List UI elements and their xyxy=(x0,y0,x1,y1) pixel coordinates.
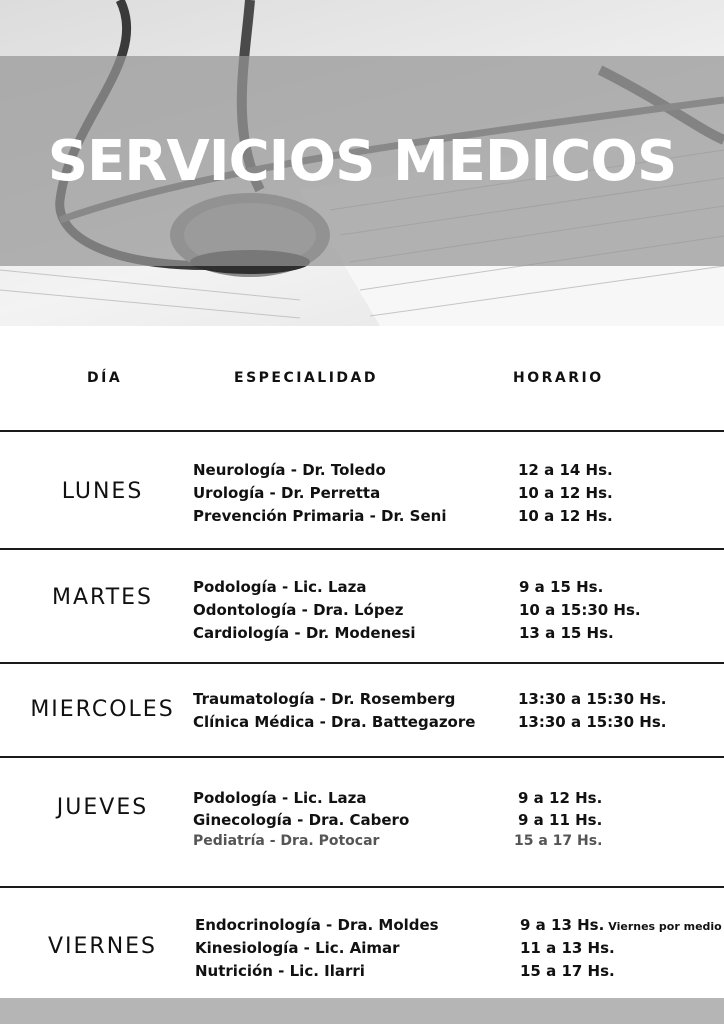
specialty-text: Podología - Lic. Laza xyxy=(193,789,367,807)
day-label-martes: MARTES xyxy=(51,585,154,610)
schedule-row xyxy=(193,461,713,484)
divider xyxy=(0,886,724,888)
hours-text: 13 a 15 Hs. xyxy=(519,624,614,642)
day-label-viernes: VIERNES xyxy=(47,934,158,959)
schedule-row xyxy=(193,507,713,530)
hours-text xyxy=(520,916,722,934)
specialty-text: Urología - Dr. Perretta xyxy=(193,484,381,502)
divider xyxy=(0,662,724,664)
schedule-row xyxy=(193,624,713,647)
specialty-text: Traumatología - Dr. Rosemberg xyxy=(193,690,456,708)
schedule-row xyxy=(193,578,713,601)
schedule-row xyxy=(193,811,713,834)
specialty-text: Cardiología - Dr. Modenesi xyxy=(193,624,416,642)
day-label-miercoles: MIERCOLES xyxy=(30,697,175,722)
hours-text: 9 a 11 Hs. xyxy=(518,811,603,829)
specialty-text: Podología - Lic. Laza xyxy=(193,578,367,596)
day-label-jueves: JUEVES xyxy=(56,795,149,820)
hours-text: 11 a 13 Hs. xyxy=(520,939,615,957)
divider xyxy=(0,430,724,432)
specialty-text: Odontología - Dra. López xyxy=(193,601,404,619)
footer-bar xyxy=(0,998,724,1024)
hours-text: 13:30 a 15:30 Hs. xyxy=(518,713,667,731)
hours-text: 9 a 12 Hs. xyxy=(518,789,603,807)
hours-text: 12 a 14 Hs. xyxy=(518,461,613,479)
hours-text: 13:30 a 15:30 Hs. xyxy=(518,690,667,708)
specialty-text: Nutrición - Lic. Ilarri xyxy=(195,962,365,980)
divider xyxy=(0,548,724,550)
header-schedule: HORARIO xyxy=(513,370,604,386)
specialty-text: Ginecología - Dra. Cabero xyxy=(193,811,410,829)
hours-text: 10 a 12 Hs. xyxy=(518,484,613,502)
specialty-text: Kinesiología - Lic. Aimar xyxy=(195,939,400,957)
divider xyxy=(0,756,724,758)
hours-value: 9 a 13 Hs. xyxy=(520,916,605,934)
hours-text: 15 a 17 Hs. xyxy=(520,962,615,980)
schedule-row xyxy=(195,916,722,939)
hours-text: 10 a 12 Hs. xyxy=(518,507,613,525)
schedule-row xyxy=(193,713,713,736)
specialty-text: Endocrinología - Dra. Moldes xyxy=(195,916,439,934)
schedule-row xyxy=(195,939,715,962)
hours-text: 15 a 17 Hs. xyxy=(514,833,603,849)
schedule-row xyxy=(193,484,713,507)
schedule-row xyxy=(193,601,713,624)
schedule-note: Viernes por medio xyxy=(608,920,722,933)
hours-text: 9 a 15 Hs. xyxy=(519,578,604,596)
header-photo xyxy=(0,0,724,326)
page-title: SERVICIOS MEDICOS xyxy=(47,128,677,194)
header-specialty: ESPECIALIDAD xyxy=(234,370,378,386)
schedule-row xyxy=(193,690,713,713)
schedule-row xyxy=(195,962,715,985)
schedule-row xyxy=(193,833,713,856)
schedule-row xyxy=(193,789,713,812)
specialty-text: Clínica Médica - Dra. Battegazore xyxy=(193,713,476,731)
hours-text: 10 a 15:30 Hs. xyxy=(519,601,641,619)
day-label-lunes: LUNES xyxy=(61,479,144,504)
specialty-text: Prevención Primaria - Dr. Seni xyxy=(193,507,447,525)
header-day: DÍA xyxy=(87,370,123,386)
specialty-text: Pediatría - Dra. Potocar xyxy=(193,833,380,849)
specialty-text: Neurología - Dr. Toledo xyxy=(193,461,386,479)
title-band xyxy=(0,56,724,266)
